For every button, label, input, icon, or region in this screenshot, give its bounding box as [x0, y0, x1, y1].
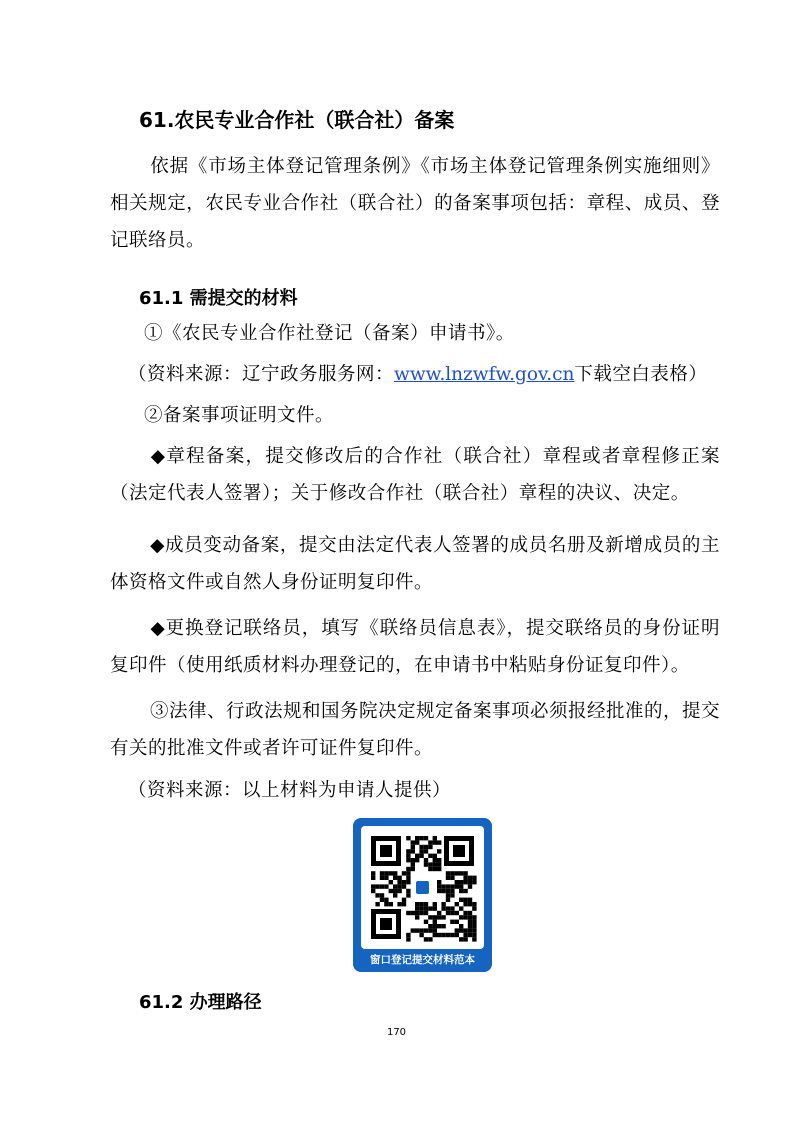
bullet-charter-filing: ◆章程备案，提交修改后的合作社（联合社）章程或者章程修正案（法定代表人签署）；关于修改合作社（联合社）章程的决议、决定。: [110, 446, 720, 504]
source-note-1: [128, 360, 707, 386]
intro-paragraph: [110, 148, 720, 259]
subsection-title-route: 61.2 办理路径: [139, 992, 262, 1013]
subsection-title-materials: 61.1 需提交的材料: [139, 288, 298, 309]
source-prefix: （资料来源：辽宁政务服务网：: [128, 364, 395, 385]
source-suffix: 下载空白表格）: [574, 364, 708, 385]
website-link[interactable]: www.lnzwfw.gov.cn: [394, 364, 575, 385]
item-application-form: ①《农民专业合作社登记（备案）申请书》。: [144, 323, 515, 344]
intro-text: 依据《市场主体登记管理条例》《市场主体登记管理条例实施细则》相关规定，农民专业合作社（联合社）的备案事项包括：章程、成员、登记联络员。: [110, 156, 720, 251]
section-title: 61.农民专业合作社（联合社）备案: [139, 108, 455, 132]
qr-code-icon: [361, 826, 484, 949]
item-approval-docs: ③法律、行政法规和国务院决定规定备案事项必须报经批准的，提交有关的批准文件或者许可证件复印件。: [110, 701, 721, 759]
qr-code-card[interactable]: [353, 818, 492, 972]
qr-caption: 窗口登记提交材料范本: [370, 954, 475, 966]
page-number: 170: [386, 1027, 407, 1038]
source-note-2: （资料来源：以上材料为申请人提供）: [128, 780, 452, 801]
item-filing-proof: ②备案事项证明文件。: [144, 405, 335, 426]
bullet-liaison-change: ◆更换登记联络员，填写《联络员信息表》，提交联络员的身份证明复印件（使用纸质材料办理登记的，在申请书中粘贴身份证复印件）。: [110, 618, 720, 676]
bullet-member-change: ◆成员变动备案，提交由法定代表人签署的成员名册及新增成员的主体资格文件或自然人身份证明复印件。: [110, 535, 720, 593]
